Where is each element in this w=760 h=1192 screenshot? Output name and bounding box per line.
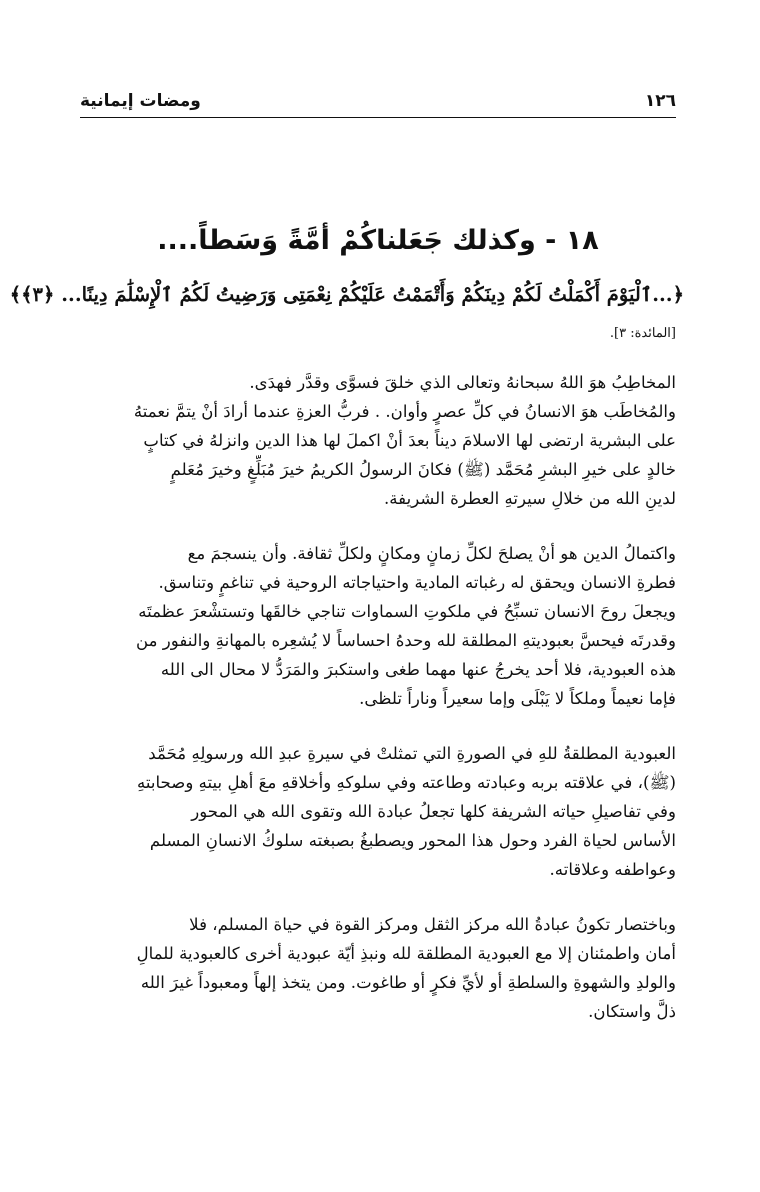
text-line: خالدٍ على خيرِ البشرِ مُحَمَّد (ﷺ) فكانَ الرسولُ الكريمُ خيرَ مُبَلِّغٍ وخيرَ مُعَلمٍ (170, 460, 676, 479)
body-text (82, 368, 676, 1052)
quran-verse: ﴿...ٱلْيَوْمَ أَكْمَلْتُ لَكُمْ دِينَكُمْ وَأَتْمَمْتُ عَلَيْكُمْ نِعْمَتِى وَرَضِيتُ لَكُمُ ٱلْإِسْلَٰمَ دِينًا... ﴿٣﴾﴾ (9, 283, 684, 306)
text-line: والولدِ والشهوةِ والسلطةِ أو لأيِّ فكرٍ أو طاغوت. ومن يتخذ إلهاً ومعبوداً غيرَ الله (140, 973, 676, 992)
paragraph (82, 910, 676, 1026)
text-line: وقدرتَه فيحسَّ بعبوديتهِ المطلقة لله وحدهُ احساساً لا يُشعِره بالمهانةِ والنفور من (135, 631, 676, 650)
text-line: وباختصار تكونُ عبادةُ الله مركز الثقل ومركز القوة في حياة المسلم، فلا (189, 915, 676, 934)
text-line: المخاطِبُ هوَ اللهُ سبحانهُ وتعالى الذي خلقَ فسوَّى وقدَّر فهدَى. (249, 373, 676, 392)
verse-reference: [المائدة: ٣]. (609, 326, 676, 341)
text-line: (ﷺ)، في علاقته بربه وعبادته وطاعته وفي سلوكهِ وأخلاقهِ معَ أهلِ بيتهِ وصحابتهِ (136, 773, 676, 792)
paragraph (82, 539, 676, 713)
page-number: ١٢٦ (644, 91, 676, 111)
text-line: الأساس لحياة الفرد وحول هذا المحور ويصطبغُ بصبغته سلوكُ الانسانِ المسلم (149, 831, 676, 850)
text-line: فطرةِ الانسان ويحقق له رغباته المادية واحتياجاته الروحية في تناغمٍ وتناسق. (158, 573, 676, 592)
text-line: أمان واطمئنان إلا مع العبودية المطلقة لله ونبذِ أيّة عبودية أخرى كالعبودية للمالِ (136, 944, 676, 963)
text-line: والمُخاطَب هوَ الانسانُ في كلِّ عصرٍ وأوان. . فربُّ العزةِ عندما أرادَ أنْ يتمَّ نعمتهُ (133, 402, 676, 421)
header-divider (80, 117, 676, 118)
text-line: فإما نعيماً وملكاً لا يَبْلَى وإما سعيراً وناراً تلظى. (359, 689, 676, 708)
paragraph (82, 368, 676, 513)
text-line: ويجعلَ روحَ الانسان تسبِّحُ في ملكوتِ السماوات تناجي خالقَها وتستشْعرَ عظمتَه (138, 602, 676, 621)
text-line: وفي تفاصيلِ حياته الشريفة كلها تجعلُ عبادة الله وتقوى الله هي المحور (191, 802, 676, 821)
text-line: واكتمالُ الدين هو أنْ يصلحَ لكلِّ زمانٍ ومكانٍ ولكلِّ ثقافة. وأن ينسجمَ مع (187, 544, 676, 563)
text-line: وعواطفه وعلاقاته. (549, 860, 676, 879)
book-title: ومضات إيمانية (80, 91, 201, 111)
text-line: لدينِ الله من خلالِ سيرتهِ العطرة الشريفة. (384, 489, 676, 508)
running-header (80, 88, 676, 114)
chapter-title: ١٨ - وكذلك جَعَلناكُمْ أمَّةً وَسَطاً.... (157, 225, 599, 256)
text-line: العبودية المطلقةُ للهِ في الصورةِ التي تمثلتْ في سيرةِ عبدِ الله ورسولِهِ مُحَمَّد (148, 744, 676, 763)
text-line: على البشرية ارتضى لها الاسلامَ ديناً بعدَ أنْ اكملَ لها هذا الدين وانزلهُ في كتابٍ (143, 431, 676, 450)
paragraph (82, 739, 676, 884)
text-line: هذه العبودية، فلا أحد يخرجُ عنها مهما طغى واستكبرَ والمَرَدُّ لا محال الى الله (160, 660, 676, 679)
text-line: ذلَّ واستكان. (588, 1002, 676, 1021)
